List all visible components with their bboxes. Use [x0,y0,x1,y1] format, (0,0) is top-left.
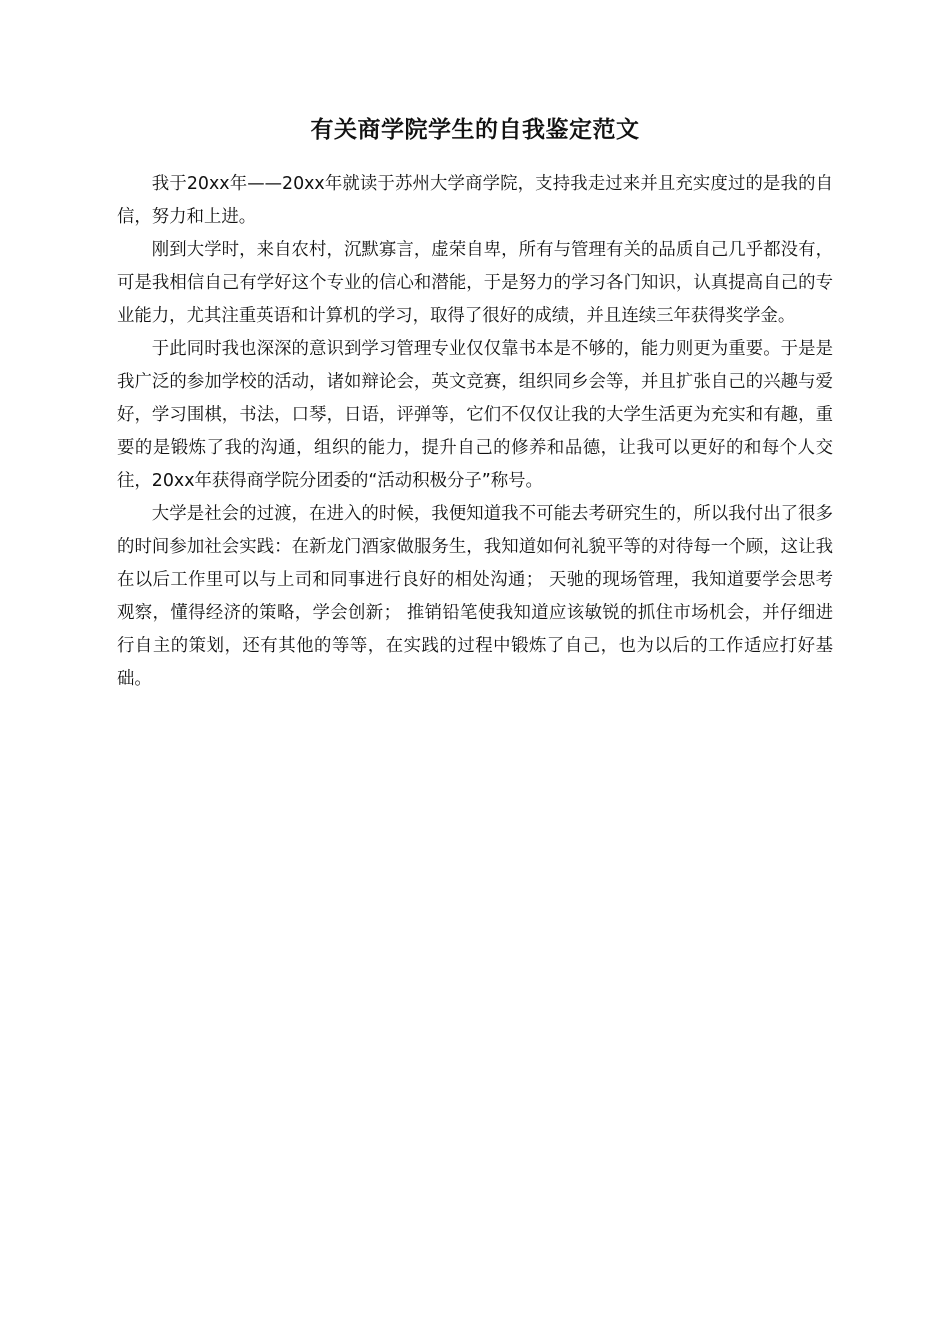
paragraph-2: 刚到大学时，来自农村，沉默寡言，虚荣自卑，所有与管理有关的品质自己几乎都没有，可是我相信自己有学好这个专业的信心和潜能，于是努力的学习各门知识，认真提高自己的专业能力，尤其注重英语和计算机的学习，取得了很好的成绩，并且连续三年获得奖学金。 [117,240,833,326]
paragraph-3: 于此同时我也深深的意识到学习管理专业仅仅靠书本是不够的，能力则更为重要。于是是我广泛的参加学校的活动，诸如辩论会，英文竞赛，组织同乡会等，并且扩张自己的兴趣与爱好，学习围棋，书法，口琴，日语，评弹等，它们不仅仅让我的大学生活更为充实和有趣，重要的是锻炼了我的沟通，组织的能力，提升自己的修养和品德，让我可以更好的和每个人交往，20xx年获得商学院分团委的“活动积极分子”称号。 [117,339,833,491]
paragraph-4: 大学是社会的过渡，在进入的时候，我便知道我不可能去考研究生的，所以我付出了很多的时间参加社会实践：在新龙门酒家做服务生，我知道如何礼貌平等的对待每一个顾，这让我在以后工作里可以与上司和同事进行良好的相处沟通； 天驰的现场管理，我知道要学会思考观察，懂得经济的策略，学会创新； 推销铅笔使我知道应该敏锐的抓住市场机会，并仔细进行自主的策划，还有其他的等等，在实践的过程中锻炼了自己，也为以后的工作适应打好基础。 [117,504,833,689]
document-body [117,168,833,696]
document-title: 有关商学院学生的自我鉴定范文 [310,117,640,143]
paragraph-1: 我于20xx年——20xx年就读于苏州大学商学院，支持我走过来并且充实度过的是我的自信，努力和上进。 [117,174,833,227]
